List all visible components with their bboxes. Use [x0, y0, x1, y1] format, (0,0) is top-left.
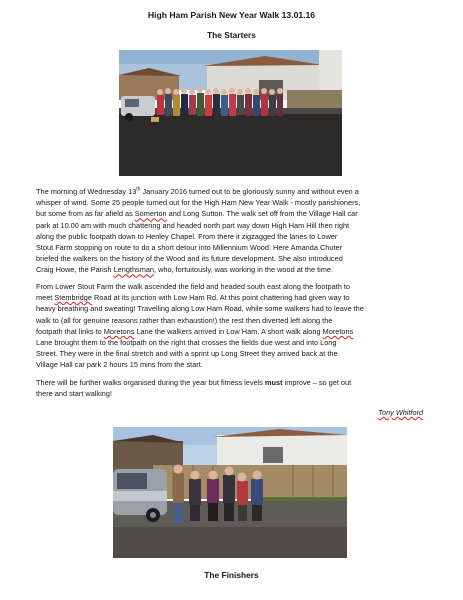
paragraph-intro: The morning of Wednesday 13th January 2016 turned out to be gloriously sunny and without even a whisper of wind. Some 25 people turned out for the High Ham New Year Walk - mostly parishioners, but some from as far afield as Somerton and Long Sutton. The walk set off from the Village Hall car park at 10.00 am with much chattering and headed north part way down High Ham Hill then right along the public footpath down to Henley Chapel. From there it zigzagged the lanes to Lower Stout Farm stopping on route to do a short detour into Millennium Wood. Here Amanda Chuter briefed the walkers on the history of the Wood and its future development. She also introduced Craig Howe, the Parish Lengthsman, who, fortuitously, was working in the wood at the time. [36, 186, 361, 275]
starters-caption: The Starters [207, 30, 256, 40]
paragraph-route: From Lower Stout Farm the walk ascended the field and headed south east along the footpath to meet Stembridge Road at its junction with Low Ham Rd. At this point chattering had given way to heavy breathing and sweating! Travelling along Low Ham Road, while some walkers had to leave the walk to (all for genuine reasons rather than exhaustion!) the rest then diverted left along the footpath that links to Moretons Lane the walkers arrived in Low Ham. A short walk along Moretons Lane brought them to the footpath on the right that crosses the fields due west and into Long Street. They were in the final stretch and with a sprint up Long Street they arrived back at the Village Hall car park 2 hours 15 mins from the start. [36, 282, 364, 370]
finishers-photo [113, 427, 347, 558]
finishers-caption: The Finishers [204, 570, 259, 580]
starters-photo [119, 50, 342, 176]
signature: Tony Whitford [378, 408, 423, 417]
document-title: High Ham Parish New Year Walk 13.01.16 [147, 10, 316, 20]
paragraph-closing: There will be further walks organised during the year but fitness levels must improve – so get out there and start walking! [36, 378, 352, 399]
